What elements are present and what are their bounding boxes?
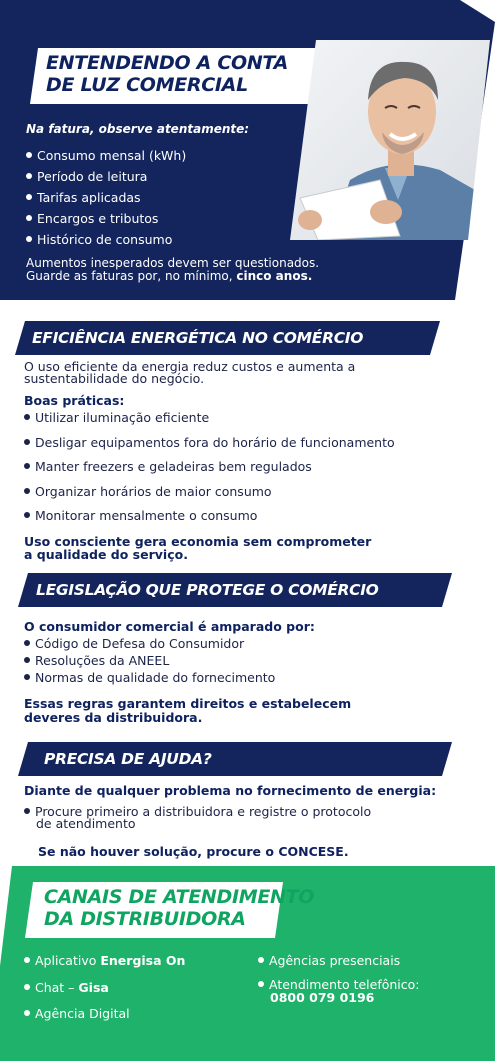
bullet-icon	[24, 674, 30, 680]
bullet-icon	[26, 194, 32, 200]
bullet-icon	[24, 640, 30, 646]
list-item: Normas de qualidade do fornecimento	[24, 670, 275, 687]
hero-list	[26, 146, 186, 251]
channel-chat: Chat – Gisa	[24, 980, 185, 1006]
help-title: PRECISA DE AJUDA?	[44, 750, 212, 768]
bullet-icon	[24, 984, 30, 990]
channels-list-right	[258, 953, 420, 1004]
hero-title: ENTENDENDO A CONTA DE LUZ COMERCIAL	[46, 52, 289, 96]
bullet-icon	[24, 657, 30, 663]
help-item: Procure primeiro a distribuidora e registre o protocolo de atendimento	[24, 806, 371, 830]
list-item: Período de leitura	[26, 167, 186, 188]
bullet-icon	[24, 808, 30, 814]
legislation-title: LEGISLAÇÃO QUE PROTEGE O COMÉRCIO	[36, 581, 379, 599]
list-item: Organizar horários de maior consumo	[24, 484, 395, 509]
efficiency-title: EFICIÊNCIA ENERGÉTICA NO COMÉRCIO	[32, 329, 364, 347]
bullet-icon	[26, 152, 32, 158]
phone-number: 0800 079 0196	[270, 990, 375, 1005]
channels-title: CANAIS DE ATENDIMENTO DA DISTRIBUIDORA	[44, 886, 315, 930]
list-item: Encargos e tributos	[26, 209, 186, 230]
channel-presencial: Agências presenciais	[258, 953, 420, 978]
list-item: Resoluções da ANEEL	[24, 653, 275, 670]
legislation-list	[24, 636, 275, 687]
efficiency-list	[24, 410, 395, 533]
channel-phone: Atendimento telefônico: 0800 079 0196	[258, 978, 420, 1004]
channels-list-left	[24, 953, 185, 1032]
efficiency-conclusion: Uso consciente gera economia sem comprometer a qualidade do serviço.	[24, 534, 372, 562]
channel-digital: Agência Digital	[24, 1006, 185, 1032]
bullet-icon	[26, 173, 32, 179]
bullet-icon	[24, 488, 30, 494]
list-item: Monitorar mensalmente o consumo	[24, 508, 395, 533]
list-item: Consumo mensal (kWh)	[26, 146, 186, 167]
practices-label: Boas práticas:	[24, 393, 125, 408]
list-item: Código de Defesa do Consumidor	[24, 636, 275, 653]
list-item: Desligar equipamentos fora do horário de funcionamento	[24, 435, 395, 460]
bullet-icon	[258, 981, 264, 987]
hero-subtitle: Na fatura, observe atentamente:	[26, 122, 250, 136]
legislation-conclusion: Essas regras garantem direitos e estabelecem deveres da distribuidora.	[24, 696, 352, 725]
efficiency-intro: O uso eficiente da energia reduz custos e aumenta a sustentabilidade do negócio.	[24, 359, 356, 386]
legislation-intro: O consumidor comercial é amparado por:	[24, 619, 315, 634]
hero-note: Aumentos inesperados devem ser questionados. Guarde as faturas por, no mínimo, cinco anos.	[26, 256, 320, 283]
bullet-icon	[24, 439, 30, 445]
bullet-icon	[26, 236, 32, 242]
list-item: Tarifas aplicadas	[26, 188, 186, 209]
list-item: Utilizar iluminação eficiente	[24, 410, 395, 435]
list-item: Manter freezers e geladeiras bem regulados	[24, 459, 395, 484]
list-item: Histórico de consumo	[26, 230, 186, 251]
bullet-icon	[258, 957, 264, 963]
channel-app: Aplicativo Energisa On	[24, 953, 185, 980]
bullet-icon	[24, 1010, 30, 1016]
bullet-icon	[24, 512, 30, 518]
help-intro: Diante de qualquer problema no fornecimento de energia:	[24, 783, 437, 798]
bullet-icon	[26, 215, 32, 221]
man-reading-bill-photo	[290, 40, 490, 240]
bullet-icon	[24, 957, 30, 963]
bullet-icon	[24, 414, 30, 420]
bullet-icon	[24, 463, 30, 469]
help-fallback: Se não houver solução, procure o CONCESE.	[38, 844, 349, 859]
